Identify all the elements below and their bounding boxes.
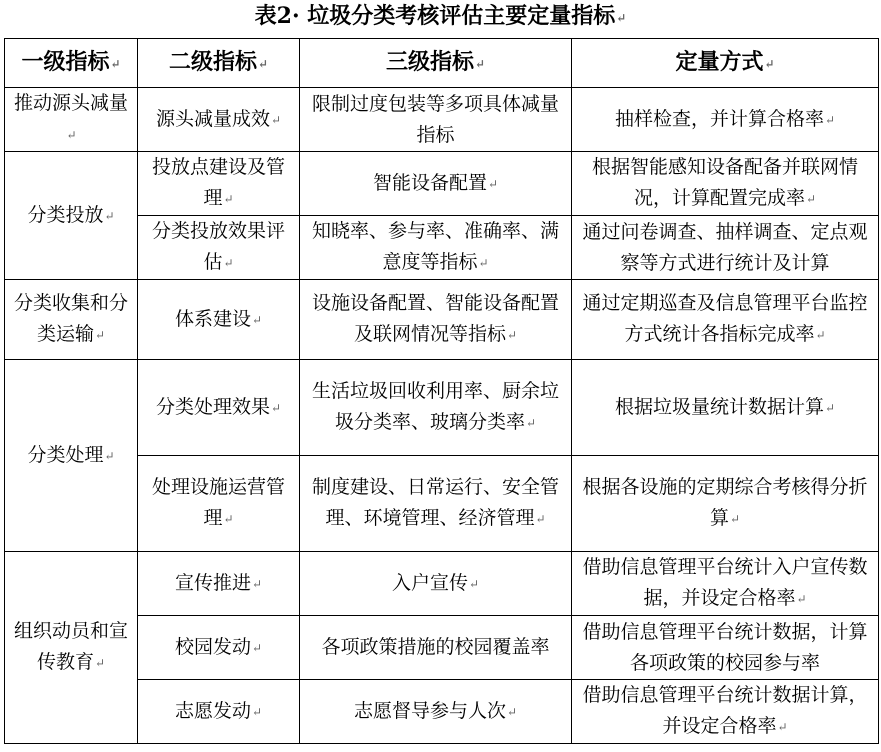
table-row bbox=[5, 152, 879, 216]
level3-cell: 限制过度包装等多项具体减量指标 bbox=[300, 88, 572, 152]
level1-cell: 推动源头减量↵ bbox=[5, 88, 138, 152]
level1-cell: 分类投放↵ bbox=[5, 152, 138, 280]
method-cell: 根据垃圾量统计数据计算↵ bbox=[572, 360, 879, 456]
level2-cell: 源头减量成效↵ bbox=[138, 88, 300, 152]
level1-cell: 分类处理↵ bbox=[5, 360, 138, 552]
method-cell: 通过问卷调查、抽样调查、定点观察等方式进行统计及计算 bbox=[572, 216, 879, 280]
level2-cell: 宣传推进↵ bbox=[138, 552, 300, 616]
level2-cell: 校园发动↵ bbox=[138, 616, 300, 680]
method-cell: 抽样检查，并计算合格率↵ bbox=[572, 88, 879, 152]
table-row bbox=[5, 360, 879, 456]
level2-cell: 投放点建设及管理↵ bbox=[138, 152, 300, 216]
level3-cell: 智能设备配置↵ bbox=[300, 152, 572, 216]
table-row bbox=[5, 280, 879, 360]
level2-cell: 分类投放效果评估↵ bbox=[138, 216, 300, 280]
method-cell: 借助信息管理平台统计数据计算，并设定合格率↵ bbox=[572, 680, 879, 744]
level3-cell: 志愿督导参与人次↵ bbox=[300, 680, 572, 744]
level2-cell: 处理设施运营管理↵ bbox=[138, 456, 300, 552]
header-row bbox=[5, 39, 879, 88]
indicator-table bbox=[4, 38, 879, 744]
level3-cell: 各项政策措施的校园覆盖率 bbox=[300, 616, 572, 680]
level1-cell: 组织动员和宣传教育↵ bbox=[5, 552, 138, 744]
method-cell: 借助信息管理平台统计入户宣传数据，并设定合格率↵ bbox=[572, 552, 879, 616]
level3-cell: 设施设备配置、智能设备配置及联网情况等指标↵ bbox=[300, 280, 572, 360]
table-row bbox=[5, 88, 879, 152]
method-cell: 借助信息管理平台统计数据，计算各项政策的校园参与率 bbox=[572, 616, 879, 680]
header-level1: 一级指标↵ bbox=[5, 39, 138, 88]
table-row bbox=[5, 552, 879, 616]
table-title: 表2· 垃圾分类考核评估主要定量指标↵ bbox=[254, 3, 627, 29]
level2-cell: 志愿发动↵ bbox=[138, 680, 300, 744]
method-cell: 根据智能感知设备配备并联网情况，计算配置完成率↵ bbox=[572, 152, 879, 216]
level2-cell: 分类处理效果↵ bbox=[138, 360, 300, 456]
level3-cell: 入户宣传↵ bbox=[300, 552, 572, 616]
header-level3: 三级指标↵ bbox=[300, 39, 572, 88]
level2-cell: 体系建设↵ bbox=[138, 280, 300, 360]
level1-cell: 分类收集和分类运输↵ bbox=[5, 280, 138, 360]
method-cell: 通过定期巡查及信息管理平台监控方式统计各指标完成率↵ bbox=[572, 280, 879, 360]
level3-cell: 生活垃圾回收利用率、厨余垃圾分类率、玻璃分类率↵ bbox=[300, 360, 572, 456]
method-cell: 根据各设施的定期综合考核得分折算↵ bbox=[572, 456, 879, 552]
header-method: 定量方式↵ bbox=[572, 39, 879, 88]
level3-cell: 知晓率、参与率、准确率、满意度等指标↵ bbox=[300, 216, 572, 280]
level3-cell: 制度建设、日常运行、安全管理、环境管理、经济管理↵ bbox=[300, 456, 572, 552]
header-level2: 二级指标↵ bbox=[138, 39, 300, 88]
